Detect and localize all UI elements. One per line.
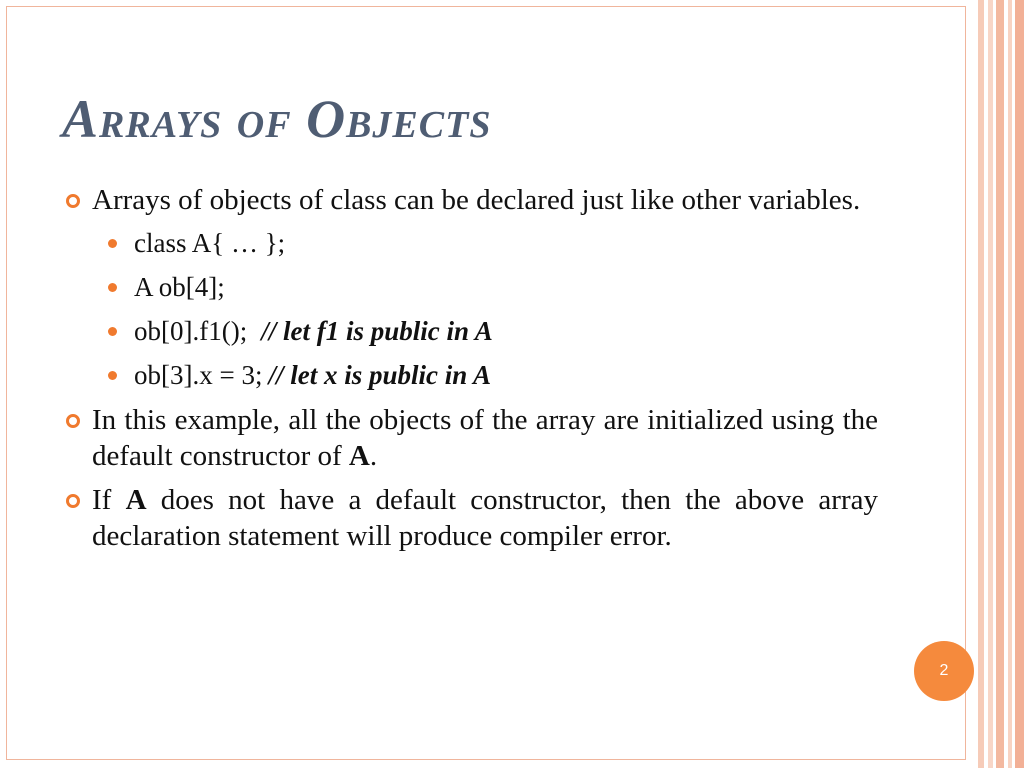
slide-body xyxy=(64,182,878,562)
bullet-text: Arrays of objects of class can be declared just like other variables. xyxy=(92,184,861,216)
decorative-stripe xyxy=(1015,0,1024,768)
orange-ring-icon xyxy=(66,494,80,508)
bullet-text: . xyxy=(369,440,378,472)
code-text: ob[3].x = 3; xyxy=(134,360,263,390)
code-text: ob[0].f1(); xyxy=(134,316,248,346)
class-name-bold: A xyxy=(125,484,147,516)
page-number-badge: 2 xyxy=(914,641,974,701)
bullet-text: In this example, all the objects of the array are initialized using the default constructor of xyxy=(92,404,878,472)
sub-bullet-item xyxy=(64,226,878,260)
sub-bullet-item xyxy=(64,358,878,392)
orange-dot-icon xyxy=(108,283,117,292)
sub-bullet-item xyxy=(64,314,878,348)
bullet-item xyxy=(64,482,878,554)
bullet-text: If xyxy=(92,484,126,516)
decorative-stripe xyxy=(996,0,1004,768)
class-name-bold: A xyxy=(348,440,370,472)
code-comment: // let x is public in A xyxy=(268,360,491,390)
bullet-item xyxy=(64,182,878,218)
slide-title: Arrays of Objects xyxy=(62,89,492,149)
sub-bullet-item xyxy=(64,270,878,304)
orange-dot-icon xyxy=(108,371,117,380)
orange-dot-icon xyxy=(108,239,117,248)
decorative-stripe xyxy=(1008,0,1012,768)
orange-dot-icon xyxy=(108,327,117,336)
code-text: A ob[4]; xyxy=(134,272,225,302)
code-comment: // let f1 is public in A xyxy=(261,316,493,346)
orange-ring-icon xyxy=(66,414,80,428)
decorative-stripe xyxy=(988,0,993,768)
orange-ring-icon xyxy=(66,194,80,208)
code-text: class A{ … }; xyxy=(134,228,286,258)
bullet-item xyxy=(64,402,878,474)
decorative-stripe xyxy=(978,0,984,768)
bullet-text: does not have a default constructor, then the above array declaration statement will produce compiler error. xyxy=(92,484,878,552)
